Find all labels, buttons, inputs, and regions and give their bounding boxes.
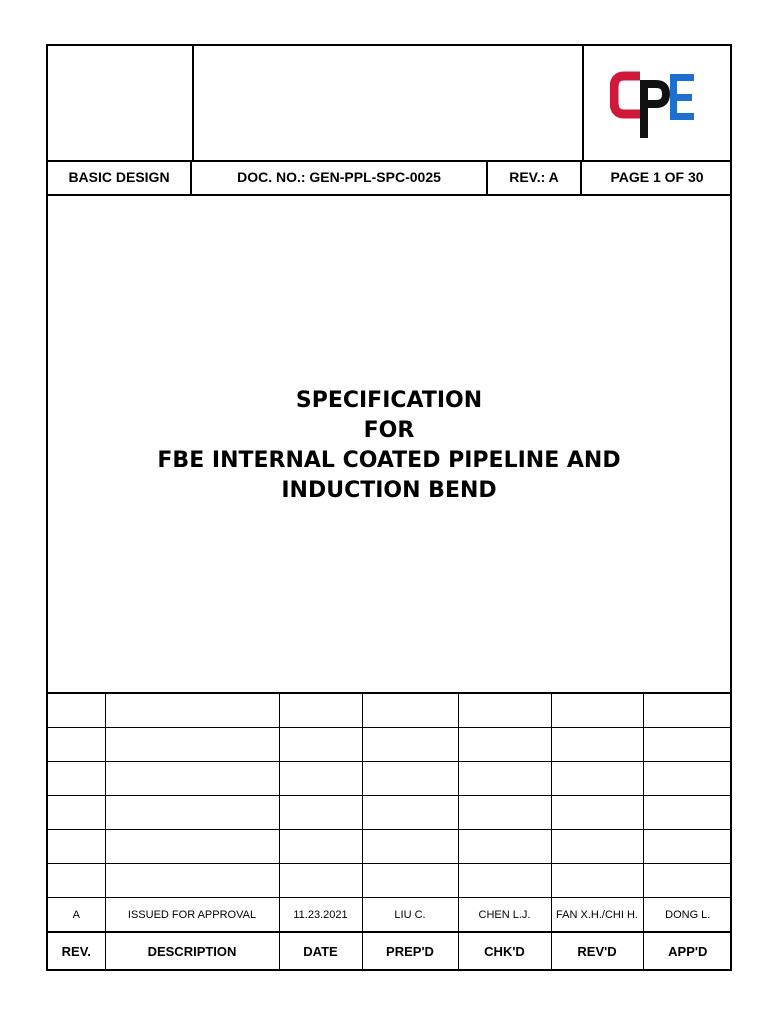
revision-cell-rev	[48, 693, 105, 728]
revision-cell-checked	[458, 864, 551, 898]
page-number: PAGE 1 OF 30	[610, 169, 704, 185]
revision-header-description: DESCRIPTION	[105, 932, 279, 970]
revision-cell-approved	[643, 728, 732, 762]
revision-cell-date	[279, 830, 362, 864]
revision-cell-date	[279, 762, 362, 796]
revision-cell-prepared	[362, 728, 458, 762]
revision-cell-description	[105, 762, 279, 796]
revision-cell-reviewed: FAN X.H./CHI H.	[551, 898, 643, 933]
header-info-row	[48, 160, 730, 196]
revision-header-rev: REV.	[48, 932, 105, 970]
revision-cell-prepared: LIU C.	[362, 898, 458, 933]
revision-cell-prepared	[362, 762, 458, 796]
title-line-2: FOR	[363, 418, 415, 443]
revision-cell-prepared	[362, 796, 458, 830]
title-line-3: FBE INTERNAL COATED PIPELINE AND	[157, 448, 621, 473]
logo-cell	[584, 46, 732, 160]
revision-cell-description	[105, 693, 279, 728]
revision-row	[48, 898, 732, 933]
revision-cell-date	[279, 728, 362, 762]
revision-cell-date: 11.23.2021	[279, 898, 362, 933]
revision-row	[48, 796, 732, 830]
revision-header-prepared: PREP'D	[362, 932, 458, 970]
revision-cell-checked	[458, 830, 551, 864]
revision-cell-rev	[48, 796, 105, 830]
revision-cell-approved	[643, 830, 732, 864]
revision-cell-reviewed	[551, 830, 643, 864]
revision-cell-rev	[48, 762, 105, 796]
title-line-4: INDUCTION BEND	[281, 478, 497, 503]
revision-cell-approved	[643, 693, 732, 728]
revision-table	[48, 692, 732, 970]
header-blank-cell-middle	[192, 46, 584, 160]
document-number: DOC. NO.: GEN-PPL-SPC-0025	[192, 160, 488, 194]
document-frame	[46, 44, 732, 971]
revision-cell-checked	[458, 728, 551, 762]
revision-cell-reviewed	[551, 864, 643, 898]
revision-cell-date	[279, 864, 362, 898]
revision-cell-reviewed	[551, 693, 643, 728]
header-blank-cell-left	[48, 46, 194, 160]
revision-cell-reviewed	[551, 728, 643, 762]
revision-cell-reviewed	[551, 796, 643, 830]
cpe-logo	[610, 66, 710, 140]
revision-cell-description	[105, 864, 279, 898]
design-stage: BASIC DESIGN	[48, 160, 192, 194]
header-top	[48, 46, 730, 162]
revision-cell-prepared	[362, 693, 458, 728]
revision-cell-description	[105, 728, 279, 762]
title-line-1: SPECIFICATION	[295, 388, 483, 413]
revision-cell-prepared	[362, 864, 458, 898]
revision-row	[48, 762, 732, 796]
revision-header-row	[48, 932, 732, 970]
revision-cell-approved	[643, 864, 732, 898]
revision-cell-date	[279, 796, 362, 830]
revision-cell-rev: A	[48, 898, 105, 933]
revision-header-checked: CHK'D	[458, 932, 551, 970]
revision-row	[48, 864, 732, 898]
revision-header-date: DATE	[279, 932, 362, 970]
revision-cell-description	[105, 830, 279, 864]
revision-header-approved: APP'D	[643, 932, 732, 970]
revision-cell-checked: CHEN L.J.	[458, 898, 551, 933]
revision-cell-description	[105, 796, 279, 830]
revision-row	[48, 830, 732, 864]
revision-cell-prepared	[362, 830, 458, 864]
revision-cell-description: ISSUED FOR APPROVAL	[105, 898, 279, 933]
revision-cell-checked	[458, 762, 551, 796]
revision-row	[48, 728, 732, 762]
revision-cell-checked	[458, 796, 551, 830]
revision-cell-rev	[48, 728, 105, 762]
revision-cell-rev	[48, 864, 105, 898]
revision-label: REV.: A	[488, 160, 582, 194]
revision-cell-approved: DONG L.	[643, 898, 732, 933]
revision-cell-reviewed	[551, 762, 643, 796]
revision-cell-rev	[48, 830, 105, 864]
revision-cell-date	[279, 693, 362, 728]
revision-cell-checked	[458, 693, 551, 728]
document-title	[48, 386, 730, 506]
revision-row	[48, 693, 732, 728]
revision-header-reviewed: REV'D	[551, 932, 643, 970]
revision-cell-approved	[643, 796, 732, 830]
revision-cell-approved	[643, 762, 732, 796]
